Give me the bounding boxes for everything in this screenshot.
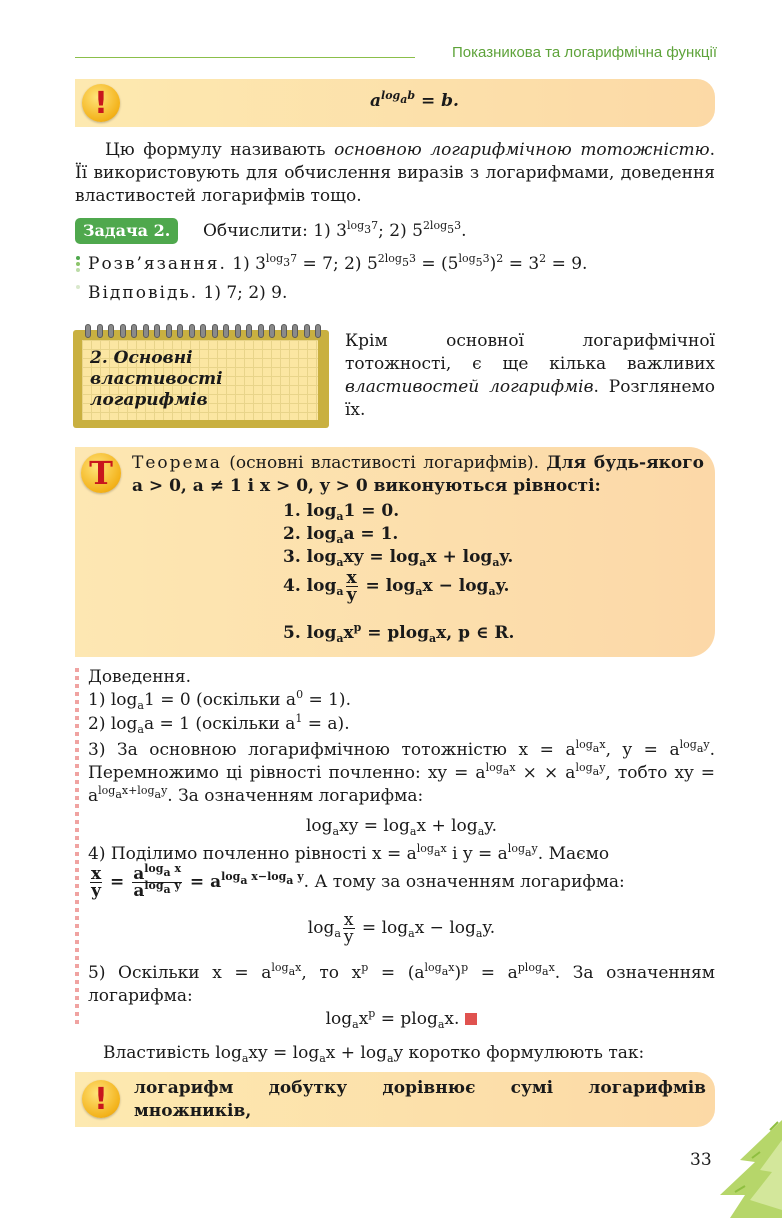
task-prompt: Обчислити: 1) $3^{log_37}$; 2) $5^{2log_53}$. bbox=[203, 219, 467, 241]
theorem-statement: Теорема (основні властивості логарифмів). Для будь-якого a > 0, a ≠ 1 і x > 0, y > 0 виконуються рівності: bbox=[132, 453, 705, 496]
answer-line: Відповідь. 1) 7; 2) 9. bbox=[88, 283, 288, 303]
section-title: 2. Основні властивості логарифмів bbox=[90, 348, 223, 410]
summary-line: Властивість $\log_axy = \log_ax + \log_ay$ коротко формулюють так: bbox=[103, 1043, 645, 1065]
proof-equation-3: $\log_axy = \log_ax + \log_ay$. bbox=[305, 816, 497, 838]
page-number: 33 bbox=[690, 1150, 712, 1170]
property-3: 3. $\log_axy = \log_ax + \log_ay$. bbox=[283, 547, 514, 569]
proof-step-4: 4) Поділимо почленно рівності $x = a^{log_ax}$ і $y = a^{log_ay}$. Маємо bbox=[88, 842, 610, 864]
exclamation-icon: ! bbox=[82, 84, 120, 122]
proof-step-1: 1) $\log_a1 = 0$ (оскільки $a^0 = 1$). bbox=[88, 688, 351, 712]
notepad-spiral bbox=[85, 324, 321, 338]
section-intro: Крім основної логарифмічної тотожності, є ще кілька важливих властивостей логарифмів. Розглянемо їх. bbox=[345, 331, 715, 420]
property-1: 1. $\log_a1 = 0$. bbox=[283, 501, 400, 523]
proof-label: Доведення. bbox=[88, 667, 192, 687]
exclamation-icon: ! bbox=[82, 1080, 120, 1118]
proof-step-2: 2) $\log_aa = 1$ (оскільки $a^1 = a$). bbox=[88, 712, 350, 736]
header-rule bbox=[75, 57, 415, 58]
end-of-proof-icon bbox=[465, 1013, 477, 1025]
proof-step-5: 5) Оскільки $x = a^{log_ax}$, то $x^p = (a^{log_ax})^p = a^{plog_ax}$. За означенням логарифма: bbox=[88, 961, 716, 1006]
running-header: Показникова та логарифмічна функції bbox=[452, 44, 717, 61]
section-notepad bbox=[73, 330, 329, 428]
leaves-decoration bbox=[700, 1100, 782, 1218]
identity-paragraph: Цю формулу називають основною логарифмічною тотожністю. Її використовують для обчислення виразів з логарифмами, доведення властивостей логарифмів тощо. bbox=[75, 140, 715, 206]
property-2: 2. $\log_aa = 1$. bbox=[283, 524, 399, 546]
theorem-icon: T bbox=[81, 453, 121, 493]
identity-formula: $a^{log_ab} = b$. bbox=[370, 89, 459, 111]
proof-marker bbox=[75, 668, 79, 1028]
proof-fraction-4: $\frac{x}{y}$ = $\frac{a^{log_a x}}{a^{log_a y}}$ = $a^{log_a x-log_a y}$. А тому за означенням логарифма: bbox=[91, 862, 625, 901]
property-4: 4. $\log_a$ $\frac{x}{y}$ = $\log_ax - \log_ay$. bbox=[283, 568, 510, 605]
task-badge: Задача 2. bbox=[75, 218, 178, 244]
answer-marker bbox=[76, 285, 80, 291]
rule-text: логарифм добутку дорівнює сумі логарифмів множників, bbox=[134, 1078, 706, 1121]
proof-equation-5: $\log_ax^p = plog_ax$. bbox=[88, 1008, 715, 1031]
solution-line: Розв’язання. 1) $3^{log_37} = 7$; 2) $5^{2log_53} = (5^{log_53})^2 = 3^2 = 9$. bbox=[88, 252, 588, 274]
solution-marker bbox=[76, 256, 80, 274]
proof-equation-4: $\log_a$ $\frac{x}{y}$ = $\log_ax - \log_ay$. bbox=[307, 910, 496, 947]
property-5: 5. $\log_ax^p = plog_ax$, p ∈ R. bbox=[283, 621, 515, 645]
proof-step-3: 3) За основною логарифмічною тотожністю $x = a^{log_ax}$, $y = a^{log_ay}$. Перемножимо ці рівності почленно: xy = $a^{log_ax}$ × × $a^{log_ay}$, тобто xy = $a^{log_ax+log_ay}$. За означенням логарифма: bbox=[88, 738, 716, 806]
